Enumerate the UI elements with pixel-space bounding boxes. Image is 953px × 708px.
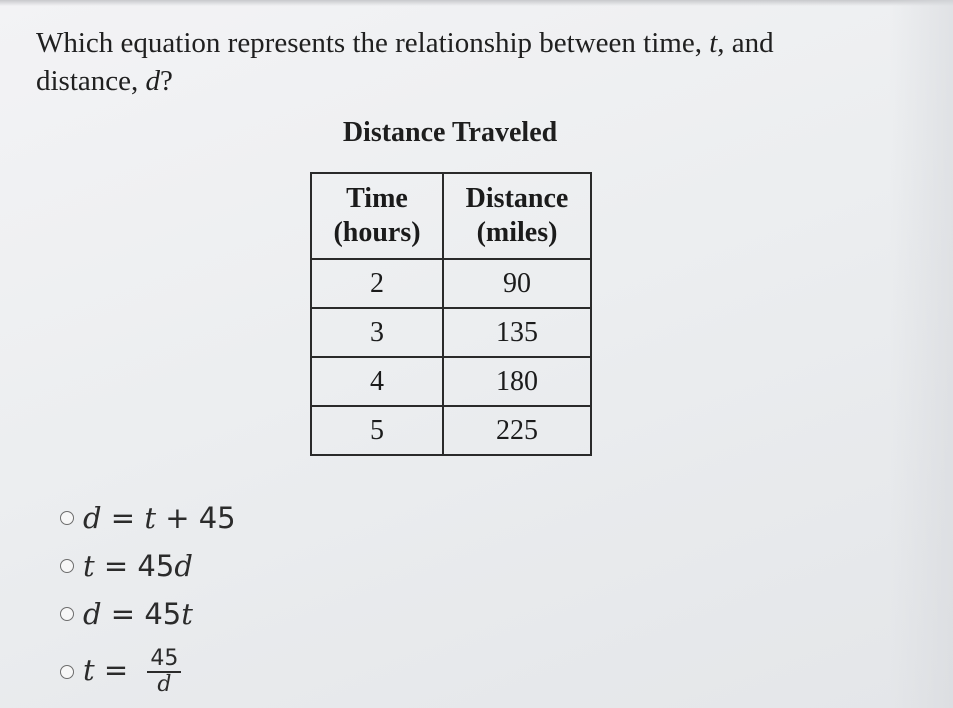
distance-table	[310, 172, 592, 456]
cell-time: 5	[311, 406, 443, 455]
answer-choices	[60, 494, 236, 704]
fraction-denominator: d	[157, 672, 172, 697]
equation-b-lhs: t	[83, 549, 95, 583]
radio-button-d[interactable]	[60, 665, 74, 679]
radio-button-b[interactable]	[60, 559, 74, 573]
table-header-row	[311, 173, 591, 259]
answer-choice-c[interactable]	[60, 590, 236, 638]
cell-distance: 180	[443, 357, 591, 406]
equation-c-rhs-variable: t	[181, 597, 193, 631]
question-part-3: ?	[160, 65, 173, 97]
table-title: Distance Traveled	[342, 117, 558, 148]
equation-c-operator: =	[101, 597, 145, 631]
table-row	[311, 406, 591, 455]
question-text	[36, 24, 876, 100]
equation-d-operator: =	[94, 653, 138, 687]
equation-b-rhs-variable: d	[174, 549, 193, 583]
table-row	[311, 357, 591, 406]
header-distance-label: Distance	[465, 183, 569, 214]
radio-button-c[interactable]	[60, 607, 74, 621]
answer-choice-d[interactable]	[60, 640, 236, 704]
table-row	[311, 259, 591, 308]
answer-choice-b[interactable]	[60, 542, 236, 590]
question-variable-t: t	[709, 27, 718, 59]
question-part-2: , and distance,	[36, 27, 774, 97]
equation-b-operator: =	[94, 549, 138, 583]
cell-time: 4	[311, 357, 443, 406]
header-distance-unit: (miles)	[476, 217, 558, 248]
equation-a-rhs-rest: + 45	[155, 501, 236, 535]
table-row	[311, 308, 591, 357]
screen-right-shade	[889, 0, 953, 708]
cell-distance: 90	[443, 259, 591, 308]
equation-a	[83, 501, 236, 535]
screen-top-edge	[0, 0, 953, 6]
equation-a-lhs: d	[83, 501, 102, 535]
cell-distance: 225	[443, 406, 591, 455]
equation-d-fraction	[147, 648, 181, 696]
cell-time: 3	[311, 308, 443, 357]
header-time-unit: (hours)	[333, 217, 421, 248]
equation-c-coefficient: 45	[144, 597, 182, 631]
equation-a-operator: =	[101, 501, 145, 535]
equation-d-lhs: t	[83, 653, 95, 687]
radio-button-a[interactable]	[60, 511, 74, 525]
header-time	[311, 173, 443, 259]
header-time-label: Time	[346, 183, 408, 214]
question-variable-d: d	[145, 65, 161, 97]
cell-distance: 135	[443, 308, 591, 357]
equation-d	[83, 648, 181, 696]
answer-choice-a[interactable]	[60, 494, 236, 542]
question-part-1: Which equation represents the relationship between time,	[36, 27, 710, 59]
fraction-numerator: 45	[147, 648, 181, 673]
equation-c-lhs: d	[83, 597, 102, 631]
header-distance	[443, 173, 591, 259]
equation-c	[83, 597, 193, 631]
equation-a-rhs-variable: t	[144, 501, 156, 535]
equation-b	[83, 549, 193, 583]
cell-time: 2	[311, 259, 443, 308]
equation-b-coefficient: 45	[137, 549, 175, 583]
